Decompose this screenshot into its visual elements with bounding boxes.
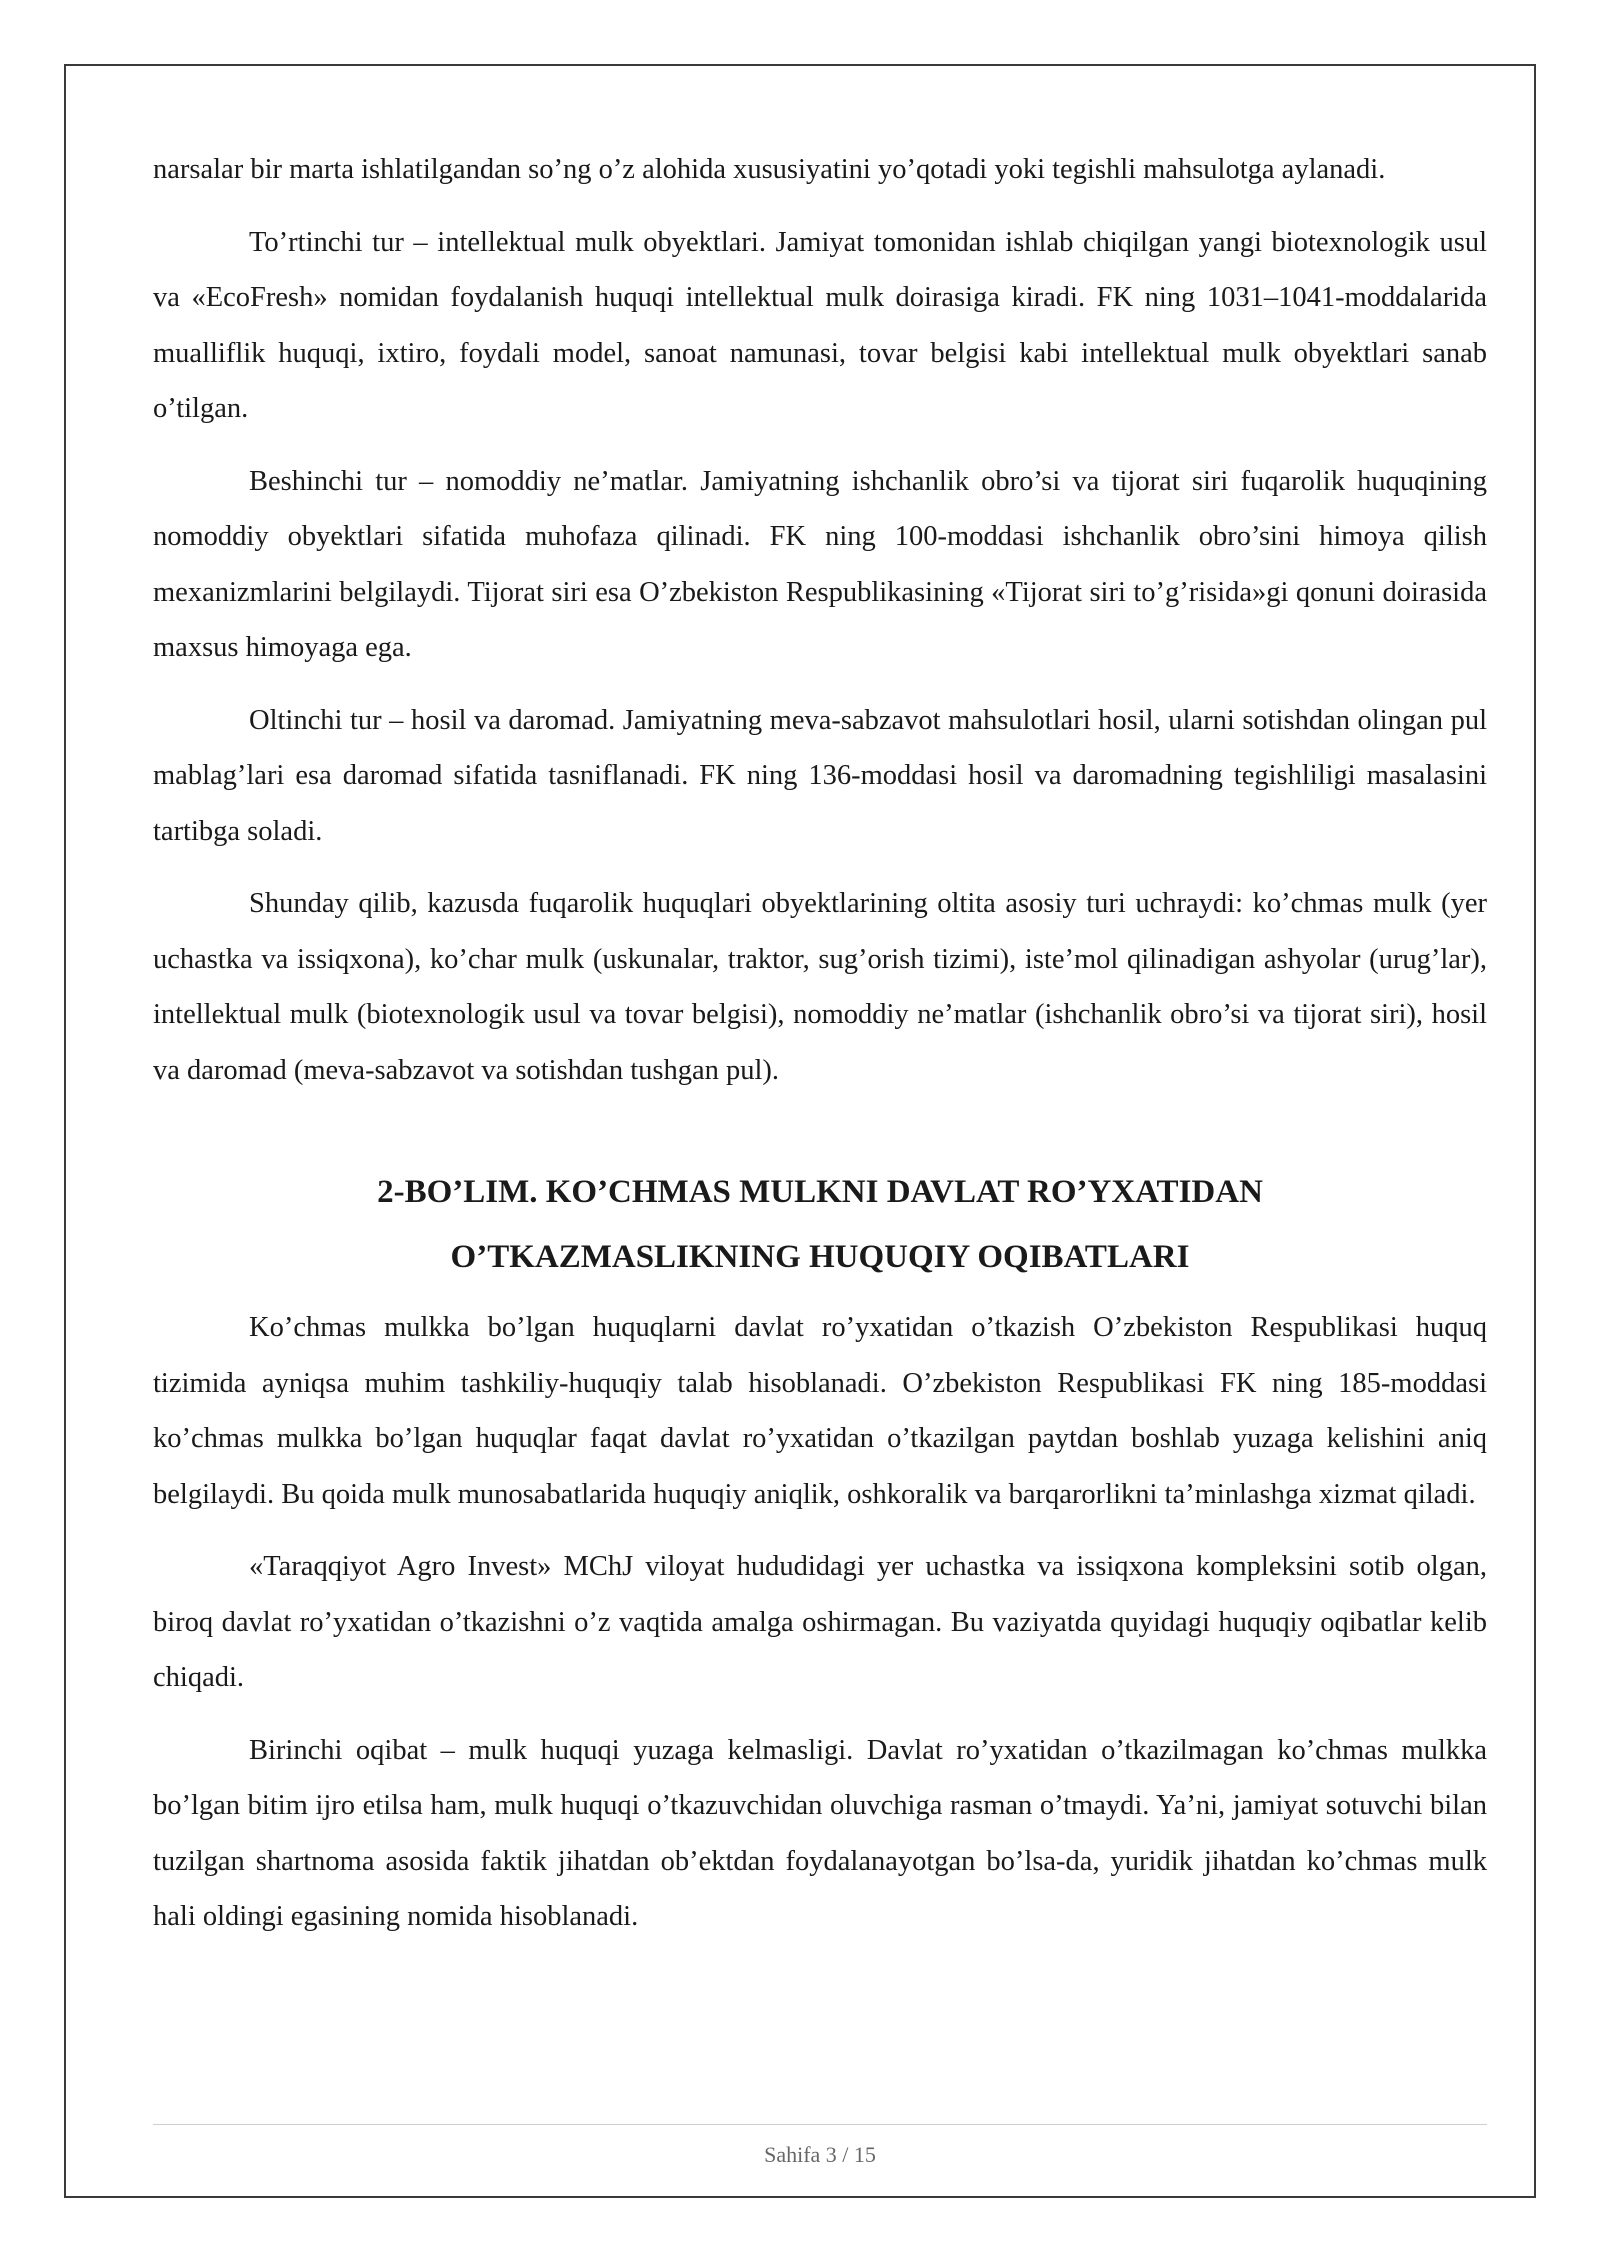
paragraph-intellectual-property: To’rtinchi tur – intellektual mulk obyektlari. Jamiyat tomonidan ishlab chiqilgan yangi biotexnologik usul va «EcoFresh» nomidan foydalanish huquqi intellektual mulk doirasiga kiradi. FK ning 1031–1041-moddalarida mualliflik huquqi, ixtiro, foydali model, sanoat namunasi, tovar belgisi kabi intellektual mulk obyektlari sanab o’tilgan. [153,226,1487,424]
paragraph-yield-income: Oltinchi tur – hosil va daromad. Jamiyatning meva-sabzavot mahsulotlari hosil, ularni sotishdan olingan pul mablag’lari esa daromad sifatida tasniflanadi. FK ning 136-moddasi hosil va daromadning tegishliligi masalasini tartibga soladi. [153,704,1487,847]
document-body [153,142,1487,1962]
section-heading-line-1: 2-BO’LIM. KO’CHMAS MULKNI DAVLAT RO’YXATIDAN [377,1174,1263,1210]
section-heading-line-2: O’TKAZMASLIKNING HUQUQIY OQIBATLARI [450,1239,1190,1275]
footer-divider [153,2124,1487,2125]
section-heading [153,1160,1487,1290]
paragraph-registration-intro: Ko’chmas mulkka bo’lgan huquqlarni davlat ro’yxatidan o’tkazish O’zbekiston Respublikasi huquq tizimida ayniqsa muhim tashkiliy-huquqiy talab hisoblanadi. O’zbekiston Respublikasi FK ning 185-moddasi ko’chmas mulkka bo’lgan huquqlar faqat davlat ro’yxatidan o’tkazilgan paytdan boshlab yuzaga kelishini aniq belgilaydi. Bu qoida mulk munosabatlarida huquqiy aniqlik, oshkoralik va barqarorlikni ta’minlashga xizmat qiladi. [153,1312,1487,1510]
paragraph-summary: Shunday qilib, kazusda fuqarolik huquqlari obyektlarining oltita asosiy turi uchraydi: ko’chmas mulk (yer uchastka va issiqxona), ko’char mulk (uskunalar, traktor, sug’orish tizimi), iste’mol qilinadigan ashyolar (urug’lar), intellektual mulk (biotexnologik usul va tovar belgisi), nomoddiy ne’matlar (ishchanlik obro’si va tijorat siri), hosil va daromad (meva-sabzavot va sotishdan tushgan pul). [153,888,1487,1086]
paragraph-continuation: narsalar bir marta ishlatilgandan so’ng o’z alohida xususiyatini yo’qotadi yoki tegishli mahsulotga aylanadi. [153,154,1386,185]
paragraph-intangible-assets: Beshinchi tur – nomoddiy ne’matlar. Jamiyatning ishchanlik obro’si va tijorat siri fuqarolik huquqining nomoddiy obyektlari sifatida muhofaza qilinadi. FK ning 100-moddasi ishchanlik obro’sini himoya qilish mexanizmlarini belgilaydi. Tijorat siri esa O’zbekiston Respublikasining «Tijorat siri to’g’risida»gi qonuni doirasida maxsus himoyaga ega. [153,465,1487,663]
paragraph-case-facts: «Taraqqiyot Agro Invest» MChJ viloyat hududidagi yer uchastka va issiqxona kompleksini sotib olgan, biroq davlat ro’yxatidan o’tkazishni o’z vaqtida amalga oshirmagan. Bu vaziyatda quyidagi huquqiy oqibatlar kelib chiqadi. [153,1551,1487,1693]
page-number: Sahifa 3 / 15 [764,2142,876,2167]
paragraph-first-consequence: Birinchi oqibat – mulk huquqi yuzaga kelmasligi. Davlat ro’yxatidan o’tkazilmagan ko’chmas mulkka bo’lgan bitim ijro etilsa ham, mulk huquqi o’tkazuvchidan oluvchiga rasman o’tmaydi. Ya’ni, jamiyat sotuvchi bilan tuzilgan shartnoma asosida faktik jihatdan ob’ektdan foydalanayotgan bo’lsa-da, yuridik jihatdan ko’chmas mulk hali oldingi egasining nomida hisoblanadi. [153,1734,1487,1932]
